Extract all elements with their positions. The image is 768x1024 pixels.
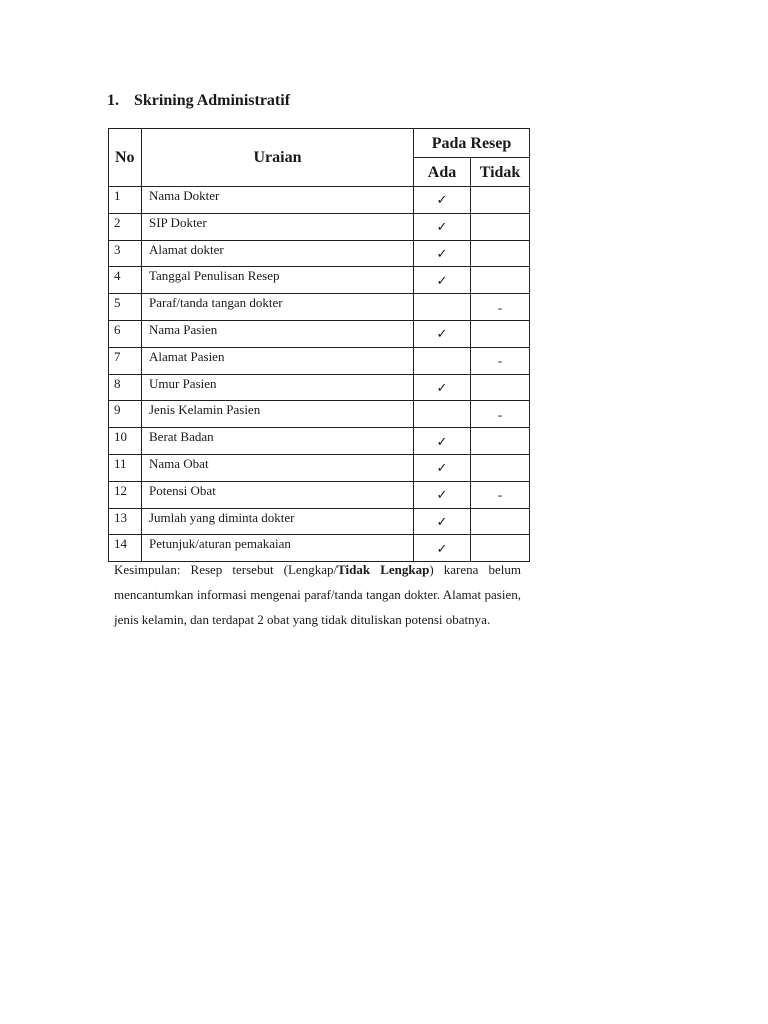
row-tidak-mark bbox=[471, 213, 530, 240]
row-number: 3 bbox=[109, 240, 142, 267]
table-row bbox=[109, 347, 530, 374]
row-ada-mark: ✓ bbox=[414, 454, 471, 481]
row-tidak-mark bbox=[471, 508, 530, 535]
row-number: 7 bbox=[109, 347, 142, 374]
row-ada-mark: ✓ bbox=[414, 213, 471, 240]
row-item: Berat Badan bbox=[142, 428, 414, 455]
table-row bbox=[109, 320, 530, 347]
row-number: 5 bbox=[109, 294, 142, 321]
row-number: 14 bbox=[109, 535, 142, 562]
row-number: 1 bbox=[109, 187, 142, 214]
table-row bbox=[109, 267, 530, 294]
row-item: Tanggal Penulisan Resep bbox=[142, 267, 414, 294]
row-tidak-mark bbox=[471, 267, 530, 294]
row-number: 9 bbox=[109, 401, 142, 428]
row-ada-mark: ✓ bbox=[414, 535, 471, 562]
table-body bbox=[109, 187, 530, 562]
screening-table bbox=[108, 128, 530, 562]
row-ada-mark: ✓ bbox=[414, 320, 471, 347]
conclusion-paragraph bbox=[114, 557, 521, 632]
row-tidak-mark: - bbox=[471, 347, 530, 374]
header-no: No bbox=[109, 129, 142, 187]
section-number: 1. bbox=[107, 92, 119, 109]
row-ada-mark: ✓ bbox=[414, 374, 471, 401]
row-item: Paraf/tanda tangan dokter bbox=[142, 294, 414, 321]
table-row bbox=[109, 187, 530, 214]
row-number: 10 bbox=[109, 428, 142, 455]
row-item: Alamat Pasien bbox=[142, 347, 414, 374]
row-item: Petunjuk/aturan pemakaian bbox=[142, 535, 414, 562]
row-item: Jumlah yang diminta dokter bbox=[142, 508, 414, 535]
row-tidak-mark: - bbox=[471, 481, 530, 508]
section-title: Skrining Administratif bbox=[134, 92, 291, 109]
header-uraian: Uraian bbox=[142, 129, 414, 187]
conclusion-prefix: Kesimpulan: Resep tersebut (Lengkap/ bbox=[114, 562, 338, 577]
row-tidak-mark bbox=[471, 374, 530, 401]
row-ada-mark bbox=[414, 347, 471, 374]
section-heading bbox=[107, 92, 290, 110]
row-tidak-mark bbox=[471, 240, 530, 267]
row-ada-mark: ✓ bbox=[414, 508, 471, 535]
row-tidak-mark: - bbox=[471, 294, 530, 321]
row-number: 4 bbox=[109, 267, 142, 294]
header-tidak: Tidak bbox=[471, 158, 530, 187]
row-number: 6 bbox=[109, 320, 142, 347]
row-ada-mark bbox=[414, 294, 471, 321]
conclusion-suffix: ) karena belum mencantumkan informasi mengenai paraf/tanda tangan dokter. Alamat pasien, jenis kelamin, dan terdapat 2 obat yang tidak dituliskan potensi obatnya. bbox=[114, 562, 522, 627]
row-number: 12 bbox=[109, 481, 142, 508]
table-row bbox=[109, 428, 530, 455]
row-ada-mark: ✓ bbox=[414, 240, 471, 267]
table-row bbox=[109, 240, 530, 267]
row-item: Potensi Obat bbox=[142, 481, 414, 508]
table-row bbox=[109, 454, 530, 481]
row-ada-mark bbox=[414, 401, 471, 428]
row-item: Nama Obat bbox=[142, 454, 414, 481]
row-ada-mark: ✓ bbox=[414, 428, 471, 455]
table-row bbox=[109, 401, 530, 428]
table-row bbox=[109, 508, 530, 535]
row-item: Jenis Kelamin Pasien bbox=[142, 401, 414, 428]
row-number: 11 bbox=[109, 454, 142, 481]
table-row bbox=[109, 294, 530, 321]
row-tidak-mark bbox=[471, 187, 530, 214]
row-item: SIP Dokter bbox=[142, 213, 414, 240]
header-ada: Ada bbox=[414, 158, 471, 187]
row-tidak-mark bbox=[471, 320, 530, 347]
header-pada-resep: Pada Resep bbox=[414, 129, 530, 158]
row-tidak-mark bbox=[471, 454, 530, 481]
row-number: 8 bbox=[109, 374, 142, 401]
row-ada-mark: ✓ bbox=[414, 481, 471, 508]
row-tidak-mark: - bbox=[471, 401, 530, 428]
row-number: 2 bbox=[109, 213, 142, 240]
row-item: Nama Dokter bbox=[142, 187, 414, 214]
row-item: Alamat dokter bbox=[142, 240, 414, 267]
conclusion-bold: Tidak Lengkap bbox=[337, 562, 430, 577]
row-item: Umur Pasien bbox=[142, 374, 414, 401]
table-row bbox=[109, 213, 530, 240]
row-tidak-mark bbox=[471, 428, 530, 455]
row-item: Nama Pasien bbox=[142, 320, 414, 347]
row-ada-mark: ✓ bbox=[414, 267, 471, 294]
table-row bbox=[109, 481, 530, 508]
row-ada-mark: ✓ bbox=[414, 187, 471, 214]
row-number: 13 bbox=[109, 508, 142, 535]
table-row bbox=[109, 374, 530, 401]
